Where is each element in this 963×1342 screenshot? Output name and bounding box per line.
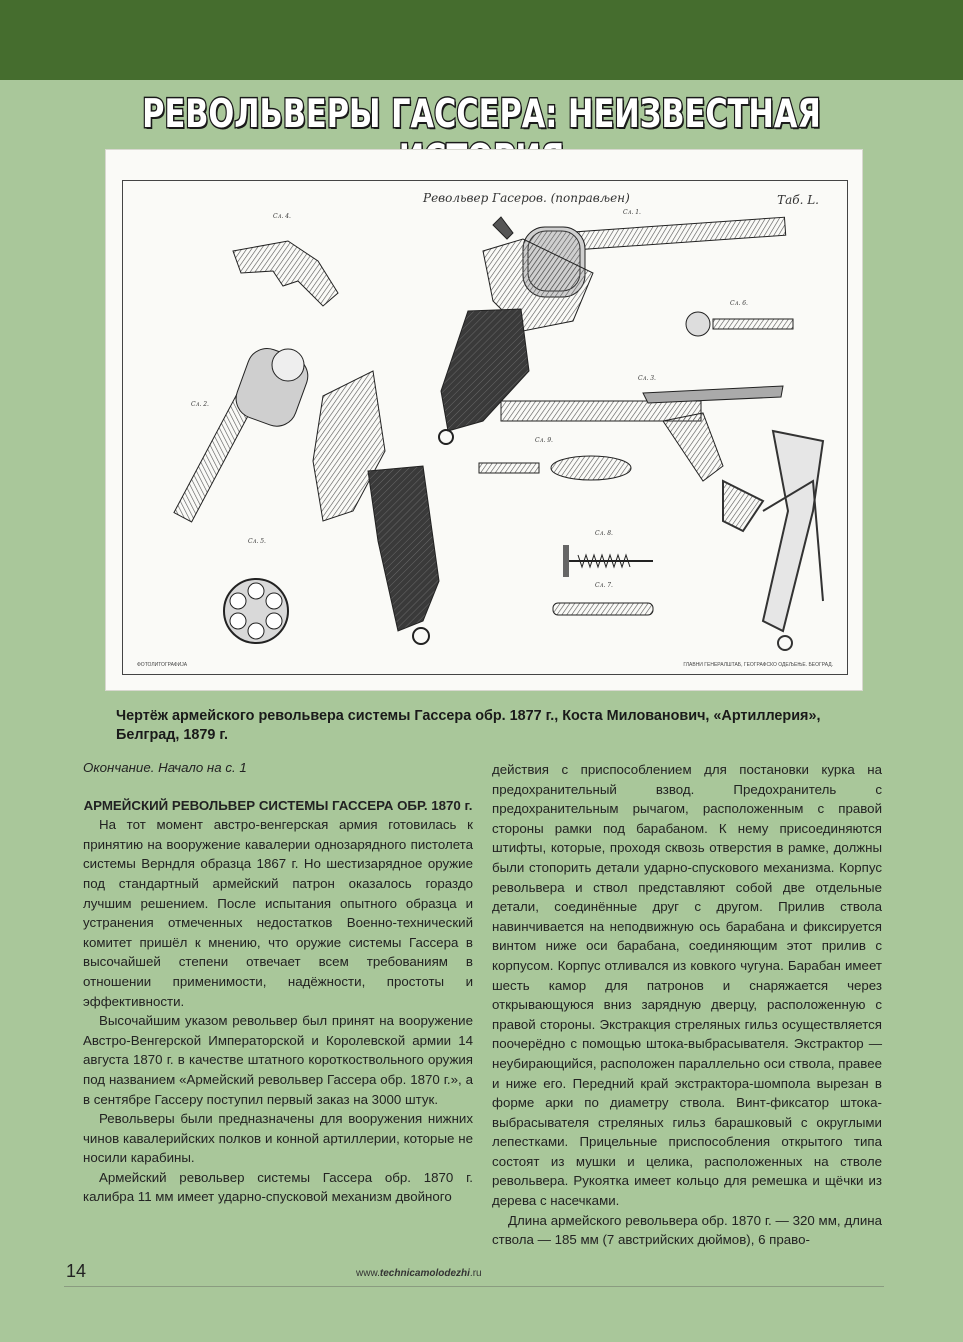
- fig-6-ejector: [686, 312, 793, 336]
- section-heading: АРМЕЙСКИЙ РЕВОЛЬВЕР СИСТЕМЫ ГАССЕРА ОБР. 1870 г.: [83, 797, 473, 813]
- paragraph: Револьверы были предназначены для вооружения нижних чинов кавалерийских полков и конной артиллерии, которые не носили карабины.: [83, 1111, 473, 1166]
- plate-frame: [122, 180, 848, 675]
- footer-rule: [64, 1286, 884, 1287]
- site-url[interactable]: [356, 1268, 482, 1279]
- svg-text:Сл. 6.: Сл. 6.: [730, 300, 748, 307]
- site-suffix: .ru: [469, 1268, 482, 1279]
- fig-2-open-revolver: [174, 343, 439, 644]
- page-title: РЕВОЛЬВЕРЫ ГАССЕРА: НЕИЗВЕСТНАЯ: [142, 92, 821, 137]
- site-prefix: www.: [356, 1268, 380, 1279]
- plate-heading: Револьвер Гасеров. (поправљен): [423, 191, 630, 205]
- svg-text:Сл. 8.: Сл. 8.: [595, 530, 613, 537]
- plate-footer-right: ГЛАВНИ ГЕНЕРАЛШТАБ, ГЕОГРАФСКО ОДЕЉЕЊЕ. БЕОГРАД.: [683, 662, 833, 668]
- continued-note: Окончание. Начало на с. 1: [83, 760, 247, 775]
- svg-text:Сл. 3.: Сл. 3.: [638, 375, 656, 382]
- left-column: [83, 758, 473, 1207]
- figure-caption: Чертёж армейского револьвера системы Гассера обр. 1877 г., Коста Милованович, «Артиллерия», Белград, 1879 г.: [116, 708, 821, 743]
- site-name: technicamolodezhi: [379, 1268, 470, 1279]
- plate-footer-left: ФОТОЛИТОГРАФИЈА: [137, 662, 188, 668]
- paragraph: Длина армейского револьвера обр. 1870 г. — 320 мм, длина ствола — 185 мм (7 австрийских дюймов), 6 право-: [492, 1212, 882, 1248]
- paragraph: На тот момент австро-венгерская армия готовилась к принятию на вооружение кавалерии однозарядного пистолета системы Верндля образца 1867 г. Но шестизарядное оружие под стандартный армейский патрон оказалось гораздо лучшим решением. После испытания опытного образца и устранения отмеченных недостатков Военно-технический комитет пришёл к мнению, что оружие системы Гассера в высочайшей степени отвечает всем требованиям в отношении применимости, надёжности, простоты и эффективности.: [83, 817, 473, 1009]
- paragraph: Высочайшим указом револьвер был принят на вооружение Австро-Венгерской Императорской и Королевской армии 14 августа 1870 г. в качестве штатного короткоствольного оружия под названием «Армейский револьвер Гассера обр. 1870 г.», а в сентябре Гассеру поступил первый заказ на 3000 штук.: [83, 1013, 473, 1107]
- fig-9-part: [479, 456, 631, 480]
- svg-text:Сл. 7.: Сл. 7.: [595, 582, 613, 589]
- top-band: [0, 0, 963, 80]
- paragraph: действия с приспособлением для постановки курка на предохранительный взвод. Предохранитель с предохранительным рычагом, расположенным с правой стороны рамки под барабаном. К нему присоединяются штифты, которые, проходя сквозь отверстия в рамке, должны были стопорить детали ударно-спускового механизма. Корпус револьвера и ствол представляют собой две отдельные детали, соединённые друг с другом. Прилив ствола навинчивается на неподвижную ось барабана и фиксируется винтом ниже оси барабана, соединяющим этот прилив с корпусом. Корпус отливался из ковкого чугуна. Барабан имеет шесть камор для патронов и снаряжается через открывающуюся вниз зарядную дверцу, расположенную с правой стороны. Экстракция стреляных гильз осуществляется поочерёдно с помощью штока-выбрасывателя. Экстрактор — неубирающийся, расположен параллельно оси ствола, правее и ниже его. Передний край экстрактора-шомпола вырезан в форме арки по диаметру ствола. Винт-фиксатор штока-выбрасывателя стреляных гильз барашковый с округлыми лепестками. Прицельные приспособления открытого типа состоят из мушки и целика, расположенных на стволе револьвера. Рукоятка имеет кольцо для ремешка и щёчки из дерева с насечками.: [492, 762, 882, 1209]
- svg-text:Сл. 2.: Сл. 2.: [191, 401, 209, 408]
- fig-4-part: [233, 241, 338, 306]
- svg-text:Сл. 4.: Сл. 4.: [273, 213, 291, 220]
- paragraph: Армейский револьвер системы Гассера обр. 1870 г. калибра 11 мм имеет ударно-спусковой механизм двойного: [83, 1169, 473, 1205]
- plate-tab-number: Таб. L.: [777, 193, 819, 207]
- technical-drawing-plate: [106, 150, 862, 690]
- right-column: [492, 760, 882, 1250]
- fig-5-cylinder: [224, 579, 288, 643]
- lock-mechanism: [723, 431, 823, 650]
- revolver-drawing: [123, 181, 847, 674]
- svg-text:Сл. 5.: Сл. 5.: [248, 538, 266, 545]
- fig-7-pin: [553, 603, 653, 615]
- fig-8-spring: [563, 545, 653, 577]
- fig-3-barrel: [501, 386, 783, 481]
- page-number: 14: [66, 1261, 87, 1281]
- svg-text:Сл. 1.: Сл. 1.: [623, 209, 641, 216]
- svg-text:Сл. 9.: Сл. 9.: [535, 437, 553, 444]
